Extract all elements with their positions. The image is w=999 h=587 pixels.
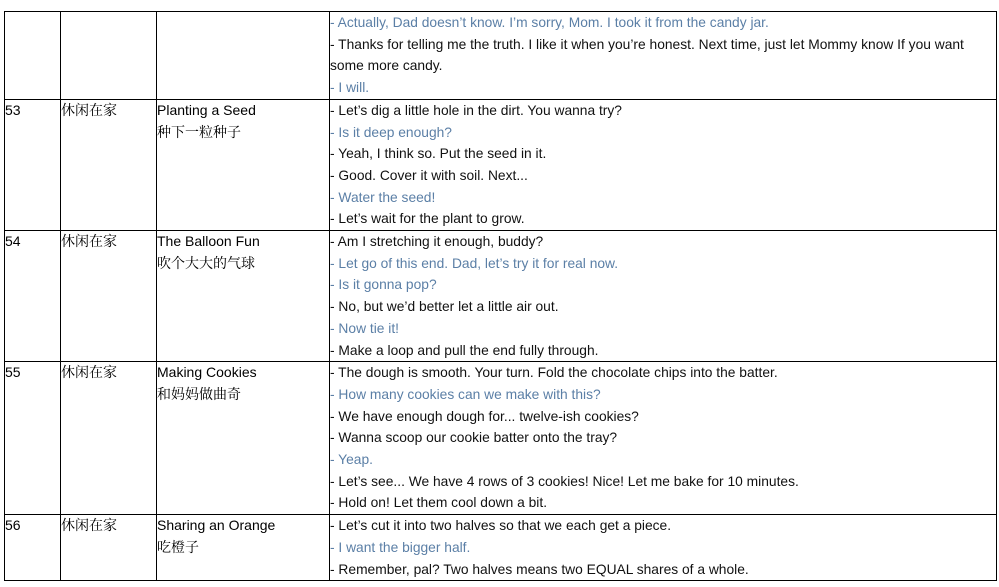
dialogue-cell <box>330 12 997 100</box>
row-title <box>157 362 330 515</box>
table-row <box>5 99 997 230</box>
title-chinese: 吹个大大的气球 <box>157 254 255 271</box>
dialogue-cell <box>330 362 997 515</box>
child-line: - I want the bigger half. <box>330 539 471 555</box>
dialogue-cell <box>330 231 997 362</box>
parent-line: - No, but we’d better let a little air out. <box>330 299 559 315</box>
child-line: - How many cookies can we make with this? <box>330 386 601 402</box>
child-line: - Now tie it! <box>330 320 399 336</box>
row-category <box>61 12 157 100</box>
dialogue-cell <box>330 99 997 230</box>
child-line: - Actually, Dad doesn’t know. I’m sorry, Mom. I took it from the candy jar. <box>330 15 769 30</box>
child-line: - Water the seed! <box>330 189 436 205</box>
parent-line: - Remember, pal? Two halves means two EQUAL shares of a whole. <box>330 561 749 577</box>
table-row <box>5 12 997 100</box>
child-line: - Is it gonna pop? <box>330 277 437 293</box>
row-number: 53 <box>5 99 61 230</box>
row-category: 休闲在家 <box>61 362 157 515</box>
parent-line: - Hold on! Let them cool down a bit. <box>330 495 548 511</box>
row-category: 休闲在家 <box>61 99 157 230</box>
row-title <box>157 231 330 362</box>
dialogue-table <box>4 11 997 581</box>
parent-line: - Let’s dig a little hole in the dirt. You wanna try? <box>330 102 622 118</box>
row-number <box>5 12 61 100</box>
table-row <box>5 515 997 581</box>
title-chinese: 和妈妈做曲奇 <box>157 385 241 402</box>
table-row <box>5 362 997 515</box>
parent-line: - We have enough dough for... twelve-ish cookies? <box>330 408 639 424</box>
title-chinese: 种下一粒种子 <box>157 123 241 140</box>
row-title <box>157 99 330 230</box>
row-category: 休闲在家 <box>61 515 157 581</box>
parent-line: - Make a loop and pull the end fully through. <box>330 342 599 358</box>
row-title <box>157 12 330 100</box>
table-row <box>5 231 997 362</box>
row-title <box>157 515 330 581</box>
title-english: Planting a Seed <box>157 101 256 118</box>
parent-line: - Let’s cut it into two halves so that we each get a piece. <box>330 518 672 534</box>
child-line: - Let go of this end. Dad, let’s try it for real now. <box>330 255 619 271</box>
child-line: - Yeap. <box>330 452 373 468</box>
parent-line: - Let’s wait for the plant to grow. <box>330 211 525 227</box>
table-body <box>5 12 997 581</box>
title-english: Making Cookies <box>157 364 257 381</box>
title-english: Sharing an Orange <box>157 517 276 534</box>
child-line: - I will. <box>330 80 370 96</box>
parent-line: - Am I stretching it enough, buddy? <box>330 234 544 250</box>
parent-line: - Wanna scoop our cookie batter onto the tray? <box>330 430 618 446</box>
parent-line: - Let’s see... We have 4 rows of 3 cookies! Nice! Let me bake for 10 minutes. <box>330 473 799 489</box>
row-number: 54 <box>5 231 61 362</box>
row-number: 56 <box>5 515 61 581</box>
title-chinese: 吃橙子 <box>157 538 199 555</box>
row-number: 55 <box>5 362 61 515</box>
parent-line: - Yeah, I think so. Put the seed in it. <box>330 146 547 162</box>
child-line: - Is it deep enough? <box>330 124 452 140</box>
parent-line: - The dough is smooth. Your turn. Fold the chocolate chips into the batter. <box>330 365 778 381</box>
parent-line: - Good. Cover it with soil. Next... <box>330 167 528 183</box>
row-category: 休闲在家 <box>61 231 157 362</box>
title-english: The Balloon Fun <box>157 233 260 250</box>
dialogue-cell <box>330 515 997 581</box>
parent-line: - Thanks for telling me the truth. I like it when you’re honest. Next time, just let Mommy know If you want some more candy. <box>330 36 964 74</box>
